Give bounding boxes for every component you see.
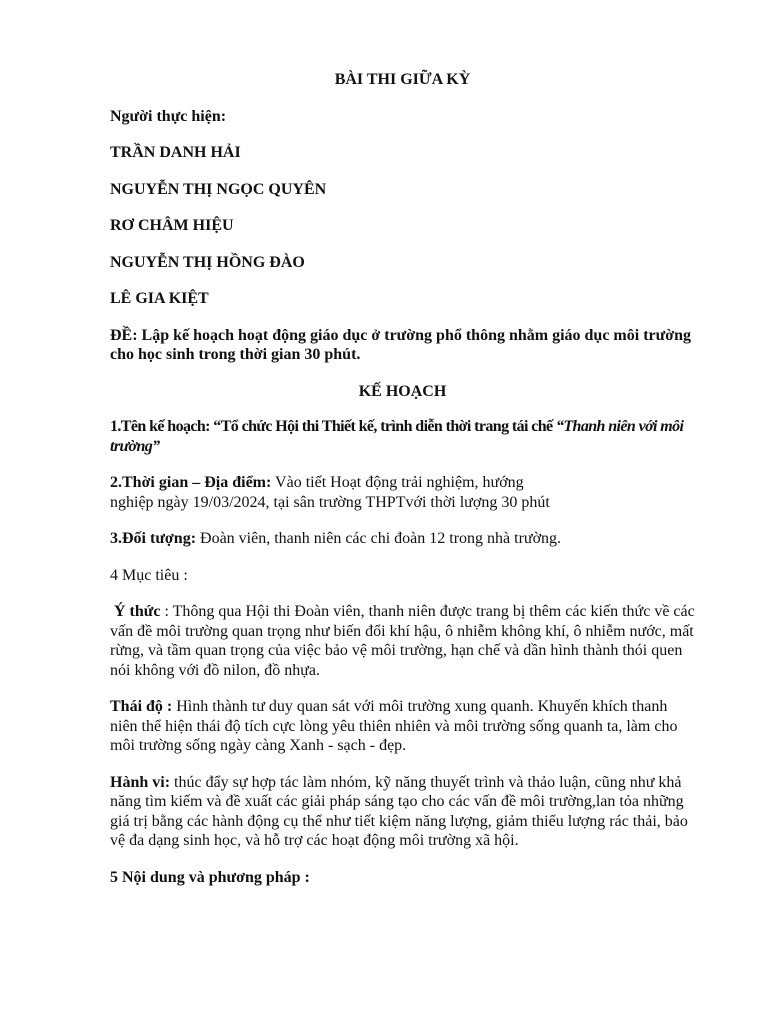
performers-label: Người thực hiện:	[110, 107, 227, 125]
attitude-text: Hình thành tư duy quan sát với môi trường xung quanh. Khuyến khích thanh niên thể hiện thái độ tích cực lòng yêu thiên nhiên và môi trường sống quanh ta, làm cho môi trường sống ngày càng Xanh - sạch - đẹp.	[110, 698, 678, 754]
audience-label: 3.Đối tượng:	[110, 530, 197, 547]
document-title: BÀI THI GIỮA KỲ	[334, 71, 471, 88]
member-name-3: RƠ CHÂM HIỆU	[110, 217, 234, 234]
plan-name-label: 1.Tên kế hoạch: “Tổ chức Hội thi Thiết kế, trình diễn thời trang tái chế	[110, 418, 556, 435]
section-plan-name	[110, 417, 695, 456]
member-name-2: NGUYỄN THỊ NGỌC QUYÊN	[110, 180, 327, 198]
time-place-label: 2.Thời gian – Địa điểm:	[110, 474, 272, 491]
content-method-heading: 5 Nội dung và phương pháp :	[110, 868, 310, 886]
member-name-4: NGUYỄN THỊ HỒNG ĐÀO	[110, 253, 305, 271]
awareness-label: Ý thức	[110, 603, 161, 620]
objective-awareness	[110, 602, 695, 680]
time-place-line1: Vào tiết Hoạt động trải nghiệm, hướng	[271, 474, 524, 491]
plan-heading: KẾ HOẠCH	[358, 382, 447, 400]
section-audience	[110, 529, 695, 549]
objective-attitude	[110, 697, 695, 756]
behavior-label: Hành vi:	[110, 773, 171, 791]
attitude-label: Thái độ :	[110, 698, 173, 715]
section-time-place	[110, 473, 695, 512]
document-page	[110, 70, 695, 904]
objective-behavior	[110, 773, 695, 851]
objectives-heading: 4 Mục tiêu :	[110, 566, 188, 584]
audience-text: Đoàn viên, thanh niên các chi đoàn 12 trong nhà trường.	[196, 530, 562, 547]
time-place-line2: nghiệp ngày 19/03/2024, tại sân trường THPTvới thời lượng 30 phút	[110, 493, 550, 511]
plan-name-italic: “Thanh niên với môi trường”	[110, 418, 684, 455]
member-name-5: LÊ GIA KIỆT	[110, 290, 209, 307]
task-statement: ĐỀ: Lập kế hoạch hoạt động giáo dục ở trường phổ thông nhằm giáo dục môi trường cho học sinh trong thời gian 30 phút.	[110, 326, 691, 363]
awareness-text: : Thông qua Hội thi Đoàn viên, thanh niên được trang bị thêm các kiến thức về các vấn đề môi trường quan trọng như biến đổi khí hậu, ô nhiễm không khí, ô nhiễm nước, mất rừng, và tầm quan trọng của việc bảo vệ môi trường, hạn chế và dần hình thành thói quen nói không với đồ nilon, đồ nhựa.	[110, 603, 695, 679]
behavior-text: thúc đẩy sự hợp tác làm nhóm, kỹ năng thuyết trình và thảo luận, cũng như khả năng tìm kiếm và đề xuất các giải pháp sáng tạo cho các vấn đề môi trường,lan tỏa những giá trị bằng các hành động cụ thể như tiết kiệm năng lượng, giảm thiểu lượng rác thải, bảo vệ đa dạng sinh học, và hỗ trợ các hoạt động môi trường xã hội.	[110, 773, 688, 849]
member-name-1: TRẦN DANH HẢI	[110, 144, 241, 161]
